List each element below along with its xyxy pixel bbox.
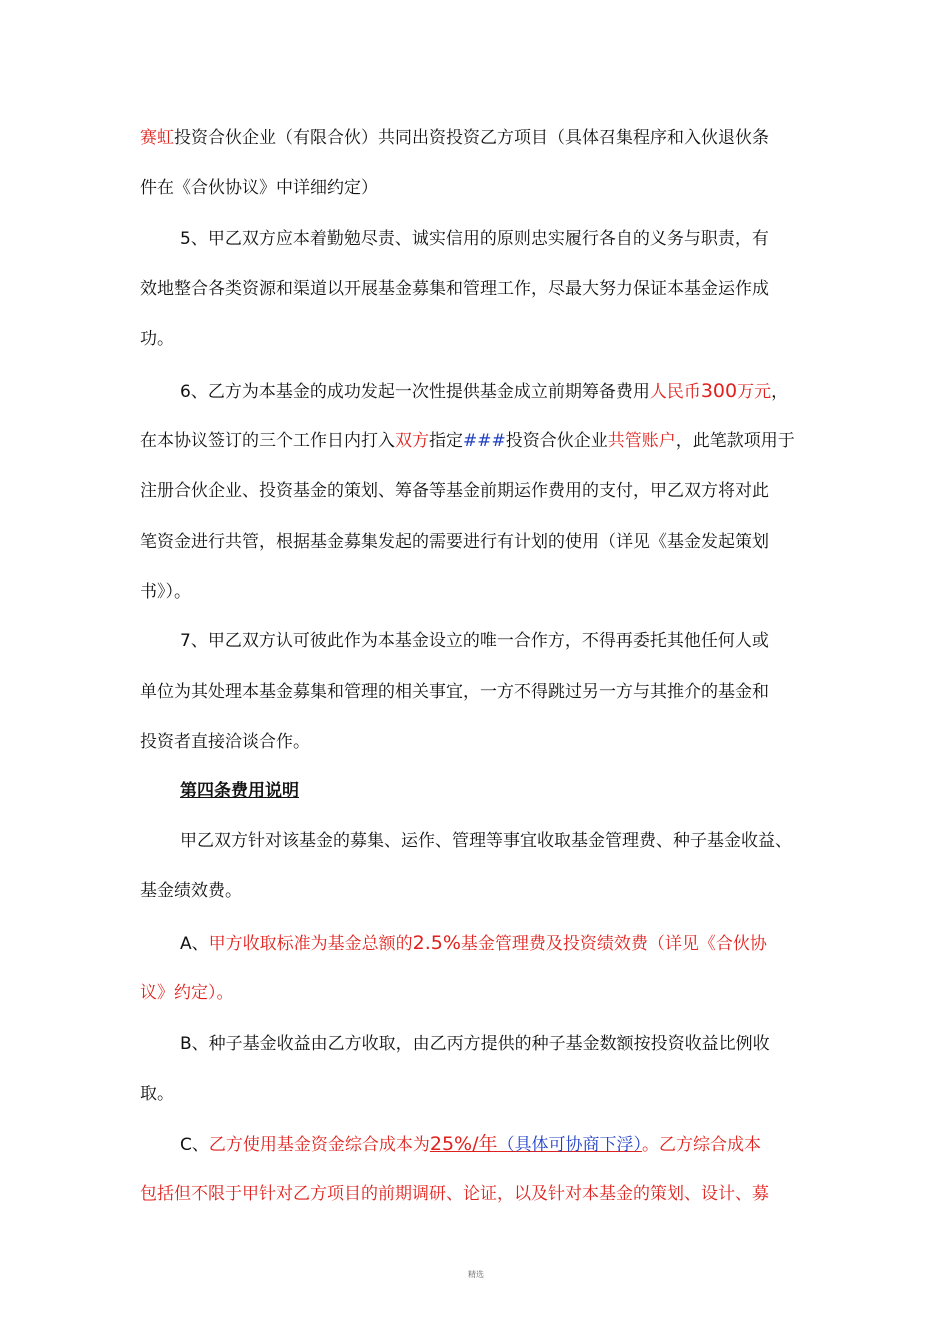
text-run: 投资合伙企业	[505, 431, 608, 451]
text-run: 人民币	[649, 382, 701, 402]
text-run: 万元	[737, 382, 772, 402]
paragraph-line	[140, 880, 840, 904]
text-run: 。乙方综合成本	[642, 1135, 762, 1155]
text-run: 指定	[429, 431, 463, 451]
text-run: 投资者直接洽谈合作。	[140, 732, 310, 752]
text-run: 效地整合各类资源和渠道以开展基金募集和管理工作，尽最大努力保证本基金运作成	[140, 279, 769, 299]
text-run: 在本协议签订的三个工作日内打入	[140, 431, 395, 451]
section-heading	[180, 780, 840, 804]
text-run: 包括但不限于甲针对乙方项目的前期调研、论证，以及针对本基金的策划、设计、募	[140, 1184, 769, 1204]
paragraph-line	[140, 127, 840, 151]
text-run: 7、甲乙双方认可彼此作为本基金设立的唯一合作方，不得再委托其他任何人或	[180, 631, 769, 651]
paragraph-line	[140, 581, 840, 605]
paragraph-line	[140, 480, 840, 504]
text-run: C、	[180, 1135, 209, 1155]
paragraph-line	[140, 982, 840, 1006]
paragraph-line	[180, 228, 840, 252]
paragraph-line	[180, 630, 840, 654]
text-run: 议》约定）。	[140, 983, 234, 1003]
page-footer: 精选	[468, 1270, 484, 1279]
text-run: 件在《合伙协议》中详细约定）	[140, 178, 378, 198]
text-run: 注册合伙企业、投资基金的策划、筹备等基金前期运作费用的支付，甲乙双方将对此	[140, 481, 769, 501]
text-run: 甲方收取标准为基金总额的	[208, 934, 413, 954]
text-run: B、种子基金收益由乙方收取，由乙丙方提供的种子基金数额按投资收益比例收	[180, 1034, 770, 1054]
text-run: 书》）。	[140, 582, 191, 602]
paragraph-line	[180, 932, 840, 956]
text-run: 投资合伙企业（有限合伙）共同出资投资乙方项目（具体召集程序和入伙退伙条	[174, 128, 769, 148]
text-run: 共管账户	[607, 431, 676, 451]
text-run: （具体可协商下浮）	[497, 1135, 643, 1155]
text-run: 6、乙方为本基金的成功发起一次性提供基金成立前期筹备费用	[180, 382, 650, 402]
text-run: ，	[771, 382, 789, 402]
paragraph-line	[140, 531, 840, 555]
text-run: 赛虹	[140, 128, 174, 148]
paragraph-line	[140, 328, 840, 352]
text-run: 取。	[140, 1084, 174, 1104]
text-run: 300	[700, 380, 738, 402]
paragraph-line	[140, 177, 840, 201]
text-run: 双方	[395, 431, 429, 451]
text-run: 单位为其处理本基金募集和管理的相关事宜，一方不得跳过另一方与其推介的基金和	[140, 682, 769, 702]
text-run: ，此笔款项用于	[675, 431, 795, 451]
paragraph-line	[140, 1183, 840, 1207]
text-run: 基金绩效费。	[140, 881, 242, 901]
paragraph-line	[140, 681, 840, 705]
text-run: ###	[463, 431, 506, 451]
text-run: 25%/年	[429, 1133, 498, 1155]
paragraph-line	[140, 430, 840, 454]
text-run: 功。	[140, 329, 174, 349]
paragraph-line	[180, 830, 840, 854]
paragraph-line	[140, 278, 840, 302]
text-run: 2.5%	[412, 932, 461, 954]
text-run: 甲乙双方针对该基金的募集、运作、管理等事宜收取基金管理费、种子基金收益、	[180, 831, 792, 851]
text-run: 第四条费用说明	[180, 781, 299, 801]
text-run: A、	[180, 934, 209, 954]
text-run: 乙方使用基金资金综合成本为	[208, 1135, 430, 1155]
text-run: 笔资金进行共管，根据基金募集发起的需要进行有计划的使用（详见《基金发起策划	[140, 532, 769, 552]
paragraph-line	[140, 1083, 840, 1107]
paragraph-line	[180, 1133, 840, 1157]
paragraph-line	[140, 731, 840, 755]
text-run: 5、甲乙双方应本着勤勉尽责、诚实信用的原则忠实履行各自的义务与职责，有	[180, 229, 769, 249]
paragraph-line	[180, 1033, 840, 1057]
paragraph-line	[180, 380, 840, 404]
text-run: 基金管理费及投资绩效费（详见《合伙协	[460, 934, 767, 954]
